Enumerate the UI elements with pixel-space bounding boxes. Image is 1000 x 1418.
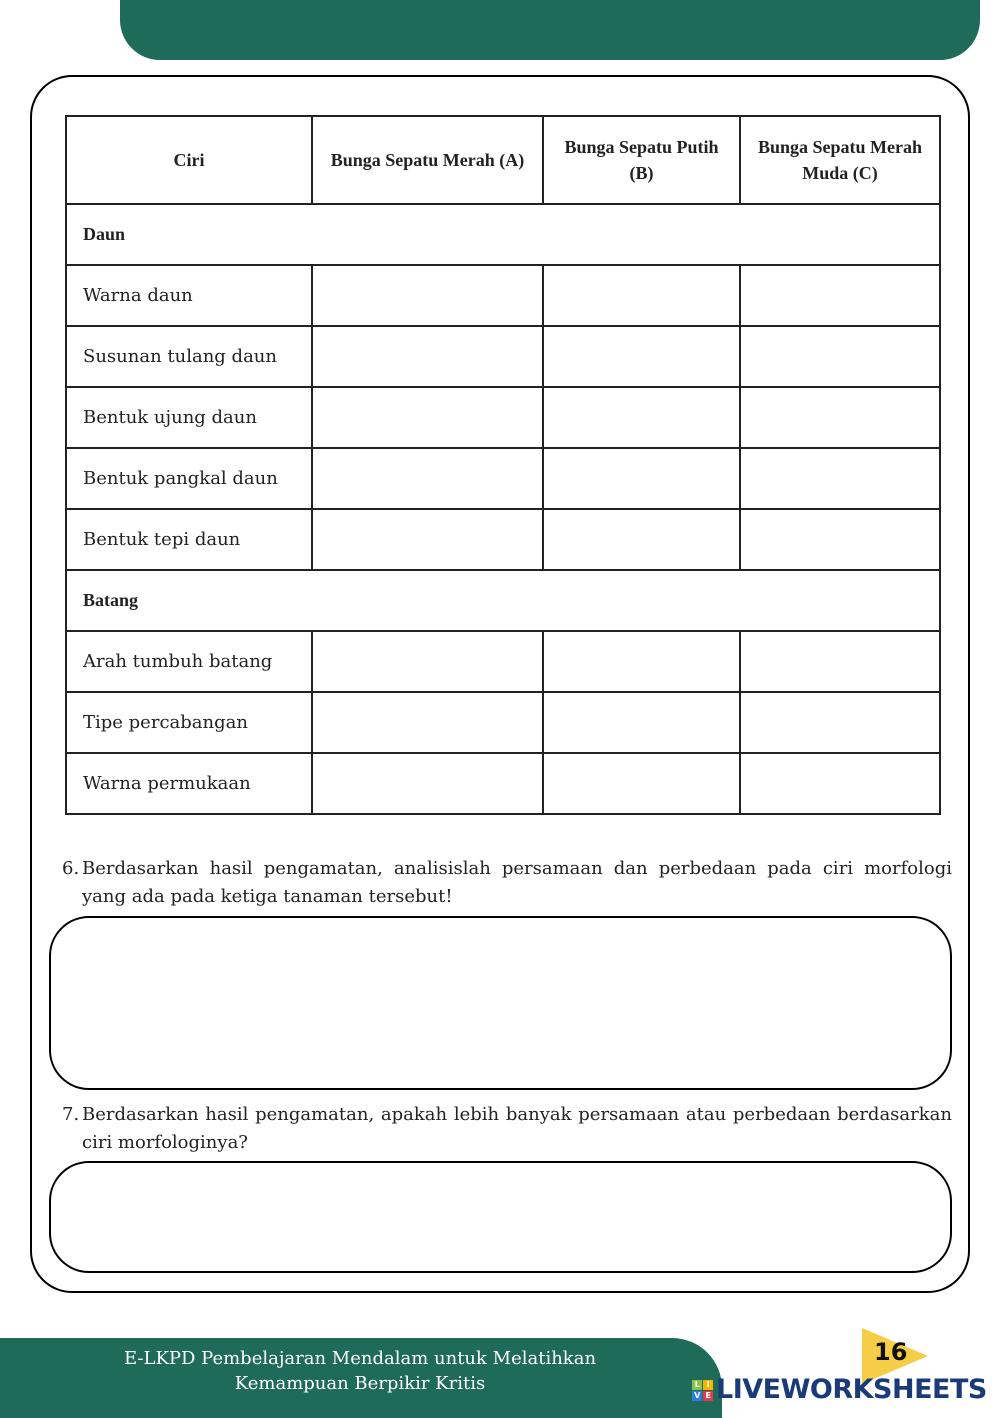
cell-b[interactable] [543,448,740,509]
cell-c[interactable] [740,326,940,387]
question-6: 6. Berdasarkan hasil pengamatan, analisislah persamaan dan perbedaan pada ciri morfologi yang ada pada ketiga tanaman tersebut! [62,858,952,907]
answer-box-7[interactable] [49,1161,952,1273]
cell-a[interactable] [312,448,543,509]
cell-c[interactable] [740,387,940,448]
row-label: Arah tumbuh batang [66,631,312,692]
table-row [66,631,940,692]
cell-a[interactable] [312,265,543,326]
liveworksheets-logo [692,1326,992,1406]
cell-a[interactable] [312,509,543,570]
header-a: Bunga Sepatu Merah (A) [312,116,543,204]
cell-c[interactable] [740,448,940,509]
observation-table [65,115,941,815]
row-label: Bentuk pangkal daun [66,448,312,509]
header-banner [120,0,980,60]
logo-text: LIVEWORKSHEETS [716,1374,987,1405]
cell-b[interactable] [543,509,740,570]
footer-line-2: Kemampuan Berpikir Kritis [234,1373,486,1394]
cell-a[interactable] [312,692,543,753]
cell-c[interactable] [740,265,940,326]
footer-line-1: E-LKPD Pembelajaran Mendalam untuk Melatihkan [123,1348,597,1369]
row-label: Warna daun [66,265,312,326]
header-b: Bunga Sepatu Putih (B) [543,116,740,204]
row-label: Tipe percabangan [66,692,312,753]
table-row [66,265,940,326]
table-row [66,509,940,570]
cell-b[interactable] [543,631,740,692]
cell-a[interactable] [312,631,543,692]
cell-c[interactable] [740,692,940,753]
cell-a[interactable] [312,753,543,814]
footer [0,1338,722,1418]
row-label: Bentuk tepi daun [66,509,312,570]
page-number: 16 [874,1338,908,1366]
cell-b[interactable] [543,326,740,387]
table-row [66,326,940,387]
table-row [66,448,940,509]
cell-a[interactable] [312,387,543,448]
cell-a[interactable] [312,326,543,387]
section-row: Batang [66,570,940,631]
header-c: Bunga Sepatu Merah Muda (C) [740,116,940,204]
table-row [66,387,940,448]
question-7: 7. Berdasarkan hasil pengamatan, apakah lebih banyak persamaan atau perbedaan berdasarkan ciri morfologinya? [62,1104,952,1153]
header-ciri: Ciri [66,116,312,204]
row-label: Bentuk ujung daun [66,387,312,448]
cell-b[interactable] [543,753,740,814]
cell-c[interactable] [740,753,940,814]
section-row: Daun [66,204,940,265]
cell-c[interactable] [740,631,940,692]
cell-b[interactable] [543,387,740,448]
cell-b[interactable] [543,692,740,753]
table-row [66,692,940,753]
cell-b[interactable] [543,265,740,326]
table-row [66,753,940,814]
cell-c[interactable] [740,509,940,570]
row-label: Warna permukaan [66,753,312,814]
live-grid-icon: L I V E [692,1380,713,1401]
row-label: Susunan tulang daun [66,326,312,387]
answer-box-6[interactable] [49,916,952,1090]
